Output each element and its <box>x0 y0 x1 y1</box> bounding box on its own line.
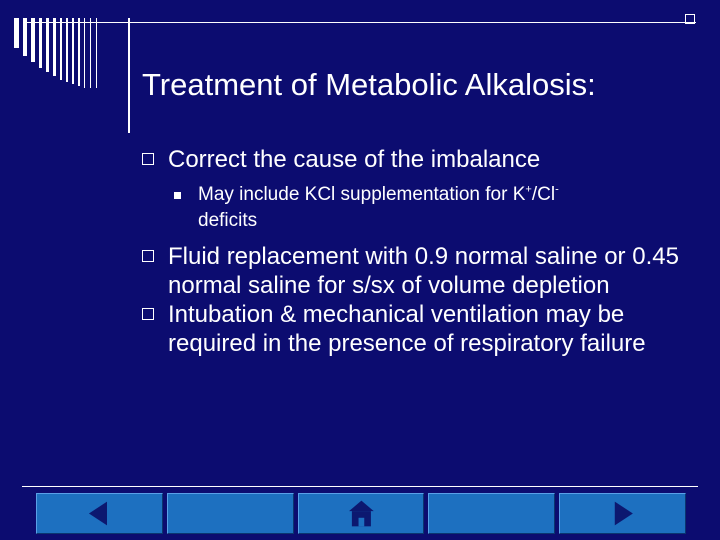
corner-square <box>685 14 695 24</box>
blank-nav-button[interactable] <box>428 493 555 534</box>
navigation-bar <box>36 493 686 534</box>
nav-divider <box>22 486 698 487</box>
sub-bullet-item <box>142 182 702 234</box>
bullet-item <box>142 145 702 174</box>
bullet-item <box>142 300 702 358</box>
next-slide-button[interactable] <box>559 493 686 534</box>
bullet-box-icon <box>142 153 154 165</box>
home-button[interactable] <box>298 493 425 534</box>
bullet-text: Fluid replacement with 0.9 normal saline or 0.45 normal saline for s/sx of volume depletion <box>168 243 679 299</box>
top-rule <box>24 22 696 23</box>
home-icon <box>299 494 424 533</box>
bullet-item <box>142 242 702 300</box>
bullet-text: Correct the cause of the imbalance <box>168 146 541 173</box>
sub-bullet-text: May include KCl supplementation for K+/Cl- deficits <box>198 183 559 231</box>
blank-nav-button[interactable] <box>167 493 294 534</box>
previous-arrow-icon <box>37 494 162 533</box>
slide-title: Treatment of Metabolic Alkalosis: <box>142 67 596 102</box>
previous-slide-button[interactable] <box>36 493 163 534</box>
vertical-rule <box>128 18 130 133</box>
next-arrow-icon <box>560 494 685 533</box>
bullet-text: Intubation & mechanical ventilation may be required in the presence of respiratory failure <box>168 301 646 357</box>
sub-bullet-square-icon <box>174 192 181 199</box>
decorative-bars <box>14 18 124 88</box>
slide-body <box>142 145 702 358</box>
bullet-box-icon <box>142 308 154 320</box>
bullet-box-icon <box>142 250 154 262</box>
